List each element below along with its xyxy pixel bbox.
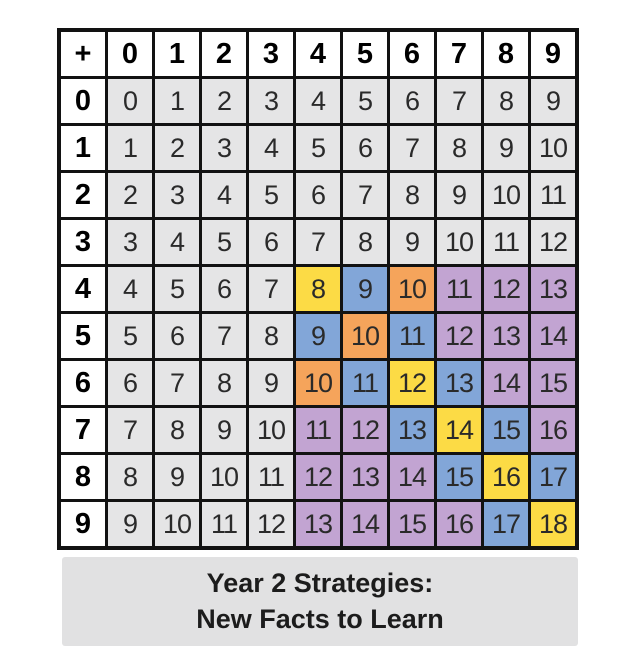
sum-cell: 4 bbox=[201, 172, 248, 219]
row-header-cell: 5 bbox=[59, 313, 107, 360]
sum-cell: 8 bbox=[201, 360, 248, 407]
sum-cell: 11 bbox=[295, 407, 342, 454]
sum-cell: 13 bbox=[295, 501, 342, 549]
sum-cell: 4 bbox=[295, 78, 342, 125]
table-row bbox=[59, 266, 577, 313]
col-header-cell: 7 bbox=[436, 30, 483, 78]
sum-cell: 5 bbox=[295, 125, 342, 172]
col-header-cell: 5 bbox=[342, 30, 389, 78]
sum-cell: 7 bbox=[295, 219, 342, 266]
sum-cell: 17 bbox=[483, 501, 530, 549]
sum-cell: 0 bbox=[107, 78, 154, 125]
sum-cell: 16 bbox=[530, 407, 578, 454]
sum-cell: 11 bbox=[530, 172, 578, 219]
sum-cell: 10 bbox=[389, 266, 436, 313]
sum-cell: 5 bbox=[342, 78, 389, 125]
sum-cell: 14 bbox=[483, 360, 530, 407]
sum-cell: 14 bbox=[342, 501, 389, 549]
sum-cell: 12 bbox=[530, 219, 578, 266]
table-row bbox=[59, 313, 577, 360]
sum-cell: 7 bbox=[248, 266, 295, 313]
table-row bbox=[59, 360, 577, 407]
table-row bbox=[59, 501, 577, 549]
operator-cell: + bbox=[59, 30, 107, 78]
sum-cell: 7 bbox=[342, 172, 389, 219]
sum-cell: 4 bbox=[248, 125, 295, 172]
sum-cell: 12 bbox=[342, 407, 389, 454]
table-row bbox=[59, 454, 577, 501]
sum-cell: 10 bbox=[483, 172, 530, 219]
sum-cell: 7 bbox=[389, 125, 436, 172]
sum-cell: 11 bbox=[342, 360, 389, 407]
sum-cell: 4 bbox=[107, 266, 154, 313]
sum-cell: 8 bbox=[154, 407, 201, 454]
sum-cell: 11 bbox=[436, 266, 483, 313]
sum-cell: 6 bbox=[389, 78, 436, 125]
sum-cell: 3 bbox=[248, 78, 295, 125]
sum-cell: 9 bbox=[530, 78, 578, 125]
sum-cell: 13 bbox=[389, 407, 436, 454]
col-header-cell: 8 bbox=[483, 30, 530, 78]
sum-cell: 18 bbox=[530, 501, 578, 549]
sum-cell: 9 bbox=[201, 407, 248, 454]
row-header-cell: 4 bbox=[59, 266, 107, 313]
col-header-cell: 6 bbox=[389, 30, 436, 78]
sum-cell: 10 bbox=[530, 125, 578, 172]
sum-cell: 15 bbox=[389, 501, 436, 549]
sum-cell: 12 bbox=[483, 266, 530, 313]
sum-cell: 8 bbox=[295, 266, 342, 313]
sum-cell: 10 bbox=[342, 313, 389, 360]
addition-table bbox=[57, 28, 579, 550]
sum-cell: 9 bbox=[295, 313, 342, 360]
sum-cell: 11 bbox=[201, 501, 248, 549]
sum-cell: 12 bbox=[248, 501, 295, 549]
sum-cell: 8 bbox=[389, 172, 436, 219]
sum-cell: 7 bbox=[201, 313, 248, 360]
sum-cell: 7 bbox=[107, 407, 154, 454]
col-header-cell: 1 bbox=[154, 30, 201, 78]
sum-cell: 9 bbox=[154, 454, 201, 501]
sum-cell: 15 bbox=[483, 407, 530, 454]
sum-cell: 7 bbox=[154, 360, 201, 407]
sum-cell: 4 bbox=[154, 219, 201, 266]
row-header-cell: 2 bbox=[59, 172, 107, 219]
col-header-cell: 4 bbox=[295, 30, 342, 78]
row-header-cell: 0 bbox=[59, 78, 107, 125]
sum-cell: 14 bbox=[530, 313, 578, 360]
row-header-cell: 6 bbox=[59, 360, 107, 407]
row-header-cell: 1 bbox=[59, 125, 107, 172]
sum-cell: 16 bbox=[436, 501, 483, 549]
header-row bbox=[59, 30, 577, 78]
sum-cell: 6 bbox=[201, 266, 248, 313]
sum-cell: 5 bbox=[107, 313, 154, 360]
sum-cell: 17 bbox=[530, 454, 578, 501]
sum-cell: 7 bbox=[436, 78, 483, 125]
col-header-cell: 0 bbox=[107, 30, 154, 78]
table-row bbox=[59, 172, 577, 219]
col-header-cell: 9 bbox=[530, 30, 578, 78]
sum-cell: 6 bbox=[295, 172, 342, 219]
sum-cell: 8 bbox=[436, 125, 483, 172]
sum-cell: 2 bbox=[201, 78, 248, 125]
caption-box bbox=[62, 557, 578, 646]
row-header-cell: 7 bbox=[59, 407, 107, 454]
sum-cell: 5 bbox=[154, 266, 201, 313]
table-row bbox=[59, 219, 577, 266]
sum-cell: 1 bbox=[154, 78, 201, 125]
table-row bbox=[59, 407, 577, 454]
sum-cell: 13 bbox=[530, 266, 578, 313]
sum-cell: 9 bbox=[248, 360, 295, 407]
sum-cell: 9 bbox=[107, 501, 154, 549]
sum-cell: 6 bbox=[154, 313, 201, 360]
caption-line-2: New Facts to Learn bbox=[196, 603, 444, 634]
sum-cell: 6 bbox=[342, 125, 389, 172]
table-row bbox=[59, 125, 577, 172]
sum-cell: 13 bbox=[342, 454, 389, 501]
sum-cell: 12 bbox=[436, 313, 483, 360]
sum-cell: 2 bbox=[107, 172, 154, 219]
table-row bbox=[59, 78, 577, 125]
sum-cell: 2 bbox=[154, 125, 201, 172]
sum-cell: 10 bbox=[154, 501, 201, 549]
sum-cell: 9 bbox=[342, 266, 389, 313]
sum-cell: 6 bbox=[107, 360, 154, 407]
sum-cell: 11 bbox=[483, 219, 530, 266]
caption-line-1: Year 2 Strategies: bbox=[206, 567, 434, 598]
sum-cell: 8 bbox=[342, 219, 389, 266]
sum-cell: 12 bbox=[295, 454, 342, 501]
sum-cell: 11 bbox=[248, 454, 295, 501]
sum-cell: 6 bbox=[248, 219, 295, 266]
sum-cell: 3 bbox=[154, 172, 201, 219]
sum-cell: 8 bbox=[483, 78, 530, 125]
col-header-cell: 2 bbox=[201, 30, 248, 78]
sum-cell: 5 bbox=[201, 219, 248, 266]
sum-cell: 15 bbox=[436, 454, 483, 501]
sum-cell: 11 bbox=[389, 313, 436, 360]
sum-cell: 13 bbox=[483, 313, 530, 360]
sum-cell: 10 bbox=[436, 219, 483, 266]
row-header-cell: 3 bbox=[59, 219, 107, 266]
row-header-cell: 8 bbox=[59, 454, 107, 501]
sum-cell: 8 bbox=[248, 313, 295, 360]
row-header-cell: 9 bbox=[59, 501, 107, 549]
sum-cell: 8 bbox=[107, 454, 154, 501]
sum-cell: 15 bbox=[530, 360, 578, 407]
sum-cell: 9 bbox=[436, 172, 483, 219]
sum-cell: 3 bbox=[107, 219, 154, 266]
sum-cell: 10 bbox=[295, 360, 342, 407]
sum-cell: 16 bbox=[483, 454, 530, 501]
sum-cell: 10 bbox=[201, 454, 248, 501]
sum-cell: 5 bbox=[248, 172, 295, 219]
sum-cell: 13 bbox=[436, 360, 483, 407]
sum-cell: 12 bbox=[389, 360, 436, 407]
sum-cell: 3 bbox=[201, 125, 248, 172]
sum-cell: 9 bbox=[389, 219, 436, 266]
sum-cell: 14 bbox=[389, 454, 436, 501]
sum-cell: 10 bbox=[248, 407, 295, 454]
sum-cell: 1 bbox=[107, 125, 154, 172]
sum-cell: 14 bbox=[436, 407, 483, 454]
sum-cell: 9 bbox=[483, 125, 530, 172]
col-header-cell: 3 bbox=[248, 30, 295, 78]
